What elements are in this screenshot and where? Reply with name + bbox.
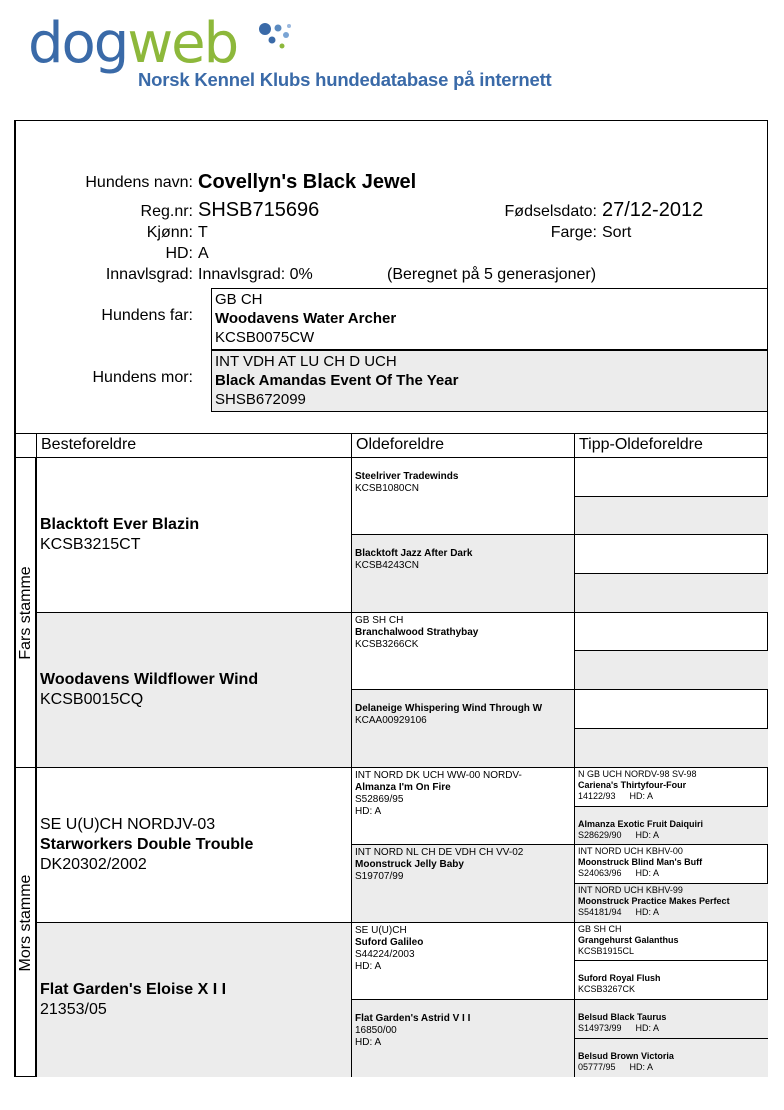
dam-line-label: Mors stamme [16,874,34,971]
ggg-name[interactable]: Belsud Black Taurus [578,1012,667,1022]
dam-reg: SHSB672099 [215,391,306,408]
ggg-hd: HD: A [629,791,654,801]
ggg-reg: S14973/99 [578,1023,622,1033]
great-grandparent-cell[interactable] [351,844,574,922]
dam-line-side [16,767,36,1077]
sire-name[interactable]: Woodavens Water Archer [215,310,397,327]
header-grandparents: Besteforeldre [36,433,351,457]
dog-name-label: Hundens navn: [85,174,193,191]
great-grandparent-cell[interactable] [351,922,574,999]
dogweb-logo[interactable] [28,11,588,94]
ggg-name[interactable]: Belsud Brown Victoria [578,1051,674,1061]
dog-name: Covellyn's Black Jewel [198,171,417,193]
great-great-grandparent-cell[interactable] [574,767,768,806]
great-grandparent-reg: 16850/00 [355,1025,397,1036]
great-grandparent-name[interactable]: Blacktoft Jazz After Dark [355,548,473,559]
inbreeding-note: (Beregnet på 5 generasjoner) [387,266,597,283]
dam-titles: INT VDH AT LU CH D UCH [215,353,397,370]
ggg-hd: HD: A [635,868,660,878]
regnr-label: Reg.nr: [140,203,193,220]
great-grandparent-name[interactable]: Moonstruck Jelly Baby [355,859,464,870]
great-grandparent-name[interactable]: Delaneige Whispering Wind Through W [355,703,543,714]
great-grandparent-name[interactable]: Suford Galileo [355,937,424,948]
great-grandparent-reg: S19707/99 [355,871,404,882]
great-grandparent-titles: INT NORD NL CH DE VDH CH VV-02 [355,847,524,858]
hd-label: HD: [165,245,193,262]
ggg-titles: N GB UCH NORDV-98 SV-98 [578,769,697,779]
grandparent-name[interactable]: Flat Garden's Eloise X I I [40,981,227,998]
great-grandparent-reg: S52869/95 [355,794,404,805]
pedigree-header-corner [16,433,36,457]
sire-line-side [16,457,36,767]
ggg-reg: S24063/96 [578,868,622,878]
great-grandparent-name[interactable]: Flat Garden's Astrid V I I [355,1013,471,1024]
ggg-cell-empty [574,689,768,728]
dam-label: Hundens mor: [92,369,193,386]
ggg-reg: S28629/90 [578,830,622,840]
grandparent-cell[interactable] [36,457,351,612]
ggg-cell-empty [574,728,768,767]
ggg-name[interactable]: Grangehurst Galanthus [578,935,679,945]
great-grandparent-hd: HD: A [355,1037,382,1048]
birth-value: 27/12-2012 [602,199,704,221]
great-grandparent-titles: GB SH CH [355,615,404,626]
great-grandparent-cell[interactable] [351,534,574,612]
ggg-hd: HD: A [629,1062,654,1072]
ggg-reg: 14122/93 [578,791,616,801]
great-grandparent-hd: HD: A [355,961,382,972]
ggg-titles: GB SH CH [578,924,622,934]
grandparent-cell[interactable] [36,922,351,1077]
great-great-grandparent-cell[interactable] [574,806,768,844]
logo-dots-icon [258,22,298,62]
great-great-grandparent-cell[interactable] [574,844,768,883]
dam-box[interactable] [211,350,768,412]
grandparent-reg: 21353/05 [40,1001,107,1018]
logo-subtitle: Norsk Kennel Klubs hundedatabase på internett [138,69,552,90]
inbreeding-value: Innavlsgrad: 0% [198,266,313,283]
sire-titles: GB CH [215,291,263,308]
great-grandparent-cell[interactable] [351,689,574,767]
ggg-cell-empty [574,650,768,689]
grandparent-titles: SE U(U)CH NORDJV-03 [40,816,216,833]
great-grandparent-reg: KCAA00929106 [355,715,427,726]
great-grandparent-name[interactable]: Steelriver Tradewinds [355,471,459,482]
sex-value: T [198,224,208,241]
ggg-name[interactable]: Cariena's Thirtyfour-Four [578,780,687,790]
grandparent-name[interactable]: Blacktoft Ever Blazin [40,516,200,533]
grandparent-name[interactable]: Woodavens Wildflower Wind [40,671,259,688]
ggg-reg: 05777/95 [578,1062,616,1072]
great-grandparent-cell[interactable] [351,612,574,689]
header-great-great-grandparents: Tipp-Oldeforeldre [574,433,768,457]
ggg-hd: HD: A [635,830,660,840]
color-value: Sort [602,224,632,241]
grandparent-reg: KCSB3215CT [40,536,141,553]
great-grandparent-cell[interactable] [351,767,574,844]
ggg-name[interactable]: Suford Royal Flush [578,973,661,983]
birth-label: Fødselsdato: [504,203,597,220]
great-grandparent-titles: INT NORD DK UCH WW-00 NORDV- [355,770,522,781]
header-great-grandparents: Oldeforeldre [351,433,574,457]
pedigree-table [16,433,768,1077]
sire-reg: KCSB0075CW [215,329,315,346]
great-great-grandparent-cell[interactable] [574,999,768,1038]
ggg-reg: KCSB1915CL [578,946,635,956]
ggg-reg: S54181/94 [578,907,622,917]
ggg-name[interactable]: Almanza Exotic Fruit Daiquiri [578,819,704,829]
logo-word-dog: dog [28,11,128,76]
great-grandparent-titles: SE U(U)CH [355,925,407,936]
great-grandparent-reg: KCSB4243CN [355,560,419,571]
great-grandparent-reg: S44224/2003 [355,949,415,960]
great-grandparent-name[interactable]: Almanza I'm On Fire [355,782,451,793]
color-label: Farge: [550,224,597,241]
great-grandparent-reg: KCSB1080CN [355,483,419,494]
great-great-grandparent-cell[interactable] [574,1038,768,1077]
ggg-cell-empty [574,612,768,650]
dog-info-frame [14,120,768,1077]
ggg-titles: INT NORD UCH KBHV-00 [578,846,683,856]
logo-wordmark [28,11,238,76]
great-grandparent-reg: KCSB3266CK [355,639,419,650]
hd-value: A [198,245,209,262]
ggg-name[interactable]: Moonstruck Blind Man's Buff [578,857,703,867]
great-grandparent-hd: HD: A [355,806,382,817]
ggg-name[interactable]: Moonstruck Practice Makes Perfect [578,896,730,906]
ggg-titles: INT NORD UCH KBHV-99 [578,885,683,895]
ggg-hd: HD: A [635,907,660,917]
great-grandparent-cell[interactable] [351,457,574,534]
grandparent-reg: DK20302/2002 [40,856,147,873]
sire-label: Hundens far: [101,307,193,324]
dam-name[interactable]: Black Amandas Event Of The Year [215,372,459,389]
logo-word-web: web [127,11,238,76]
sex-label: Kjønn: [146,224,193,241]
inbreeding-label: Innavlsgrad: [105,266,193,283]
sire-box[interactable] [211,288,768,350]
great-grandparent-cell[interactable] [351,999,574,1077]
sire-line-label: Fars stamme [16,565,34,660]
ggg-cell-empty [574,573,768,612]
great-grandparent-name[interactable]: Branchalwood Strathybay [355,627,479,638]
ggg-cell-empty [574,457,768,496]
great-great-grandparent-cell[interactable] [574,960,768,999]
grandparent-cell[interactable] [36,612,351,767]
grandparent-reg: KCSB0015CQ [40,691,144,708]
grandparent-cell[interactable] [36,767,351,922]
ggg-reg: KCSB3267CK [578,984,636,994]
regnr-value: SHSB715696 [198,199,320,221]
ggg-cell-empty [574,534,768,573]
ggg-hd: HD: A [635,1023,660,1033]
great-great-grandparent-cell[interactable] [574,883,768,922]
ggg-cell-empty [574,496,768,534]
great-great-grandparent-cell[interactable] [574,922,768,960]
grandparent-name[interactable]: Starworkers Double Trouble [40,836,254,853]
